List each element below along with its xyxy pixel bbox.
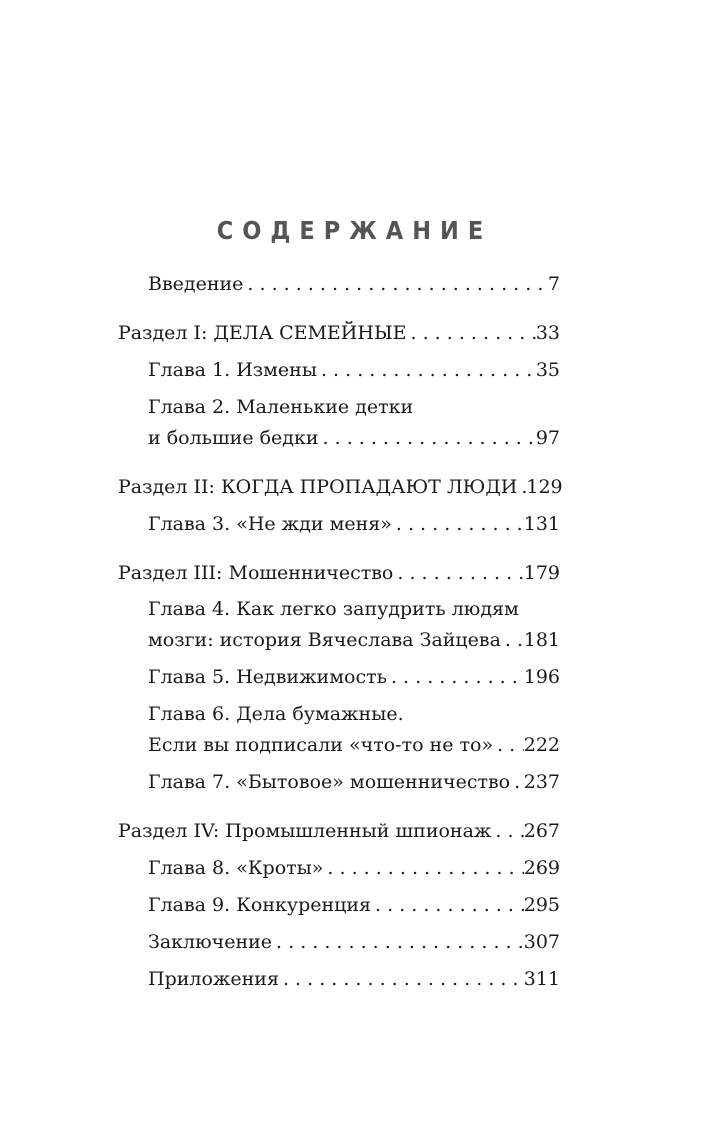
toc-section[interactable] (118, 558, 560, 589)
toc-chapter[interactable] (148, 662, 560, 693)
toc-chapter-page: 97 (535, 427, 560, 449)
toc-entry[interactable] (148, 964, 560, 995)
toc-chapter-page: 222 (523, 734, 560, 756)
toc-chapter[interactable] (148, 423, 560, 454)
dot-leader (317, 355, 536, 386)
dot-leader (272, 927, 524, 958)
dot-leader (371, 890, 524, 921)
toc-chapter-label-line1[interactable]: Глава 4. Как легко запудрить людям (148, 598, 519, 620)
toc-chapter-page: 131 (523, 513, 560, 535)
toc-chapter[interactable] (148, 853, 560, 884)
toc-section-label: Раздел IV: Промышленный шпионаж (118, 820, 492, 842)
toc-chapter-label-line1[interactable]: Глава 2. Маленькие детки (148, 396, 414, 418)
dot-leader (501, 625, 524, 656)
toc-chapter-page: 196 (523, 666, 560, 688)
toc-entry-label: Введение (148, 273, 244, 295)
page-title: СОДЕРЖАНИЕ (216, 216, 493, 245)
toc-section-page: 179 (523, 562, 560, 584)
toc-chapter-label: мозги: история Вячеслава Зайцева (148, 629, 501, 651)
dot-leader (510, 767, 524, 798)
toc-chapter[interactable] (148, 890, 560, 921)
toc-entry[interactable] (148, 269, 560, 300)
toc-section[interactable] (118, 472, 563, 503)
toc-section-label: Раздел II: КОГДА ПРОПАДАЮТ ЛЮДИ (118, 476, 518, 498)
toc-chapter-page: 35 (535, 359, 560, 381)
toc-section-label: Раздел I: ДЕЛА СЕМЕЙНЫЕ (118, 322, 407, 344)
toc-entry-page: 307 (523, 931, 560, 953)
dot-leader (392, 509, 524, 540)
dot-leader (491, 816, 523, 847)
dot-leader (493, 730, 524, 761)
toc-chapter-label: Глава 5. Недвижимость (148, 666, 387, 688)
dot-leader (517, 472, 526, 503)
toc-chapter[interactable] (148, 625, 560, 656)
toc-chapter-label: Глава 1. Измены (148, 359, 317, 381)
toc-chapter-page: 237 (523, 771, 560, 793)
toc-entry-page: 7 (547, 273, 560, 295)
toc-chapter-label: Если вы подписали «что-то не то» (148, 734, 494, 756)
dot-leader (279, 964, 524, 995)
toc-chapter[interactable] (148, 730, 560, 761)
toc-section-page: 267 (523, 820, 560, 842)
dot-leader (387, 662, 524, 693)
dot-leader (393, 558, 523, 589)
toc-chapter-label: Глава 7. «Бытовое» мошенничество (148, 771, 511, 793)
toc-chapter-page: 269 (523, 857, 560, 879)
toc-chapter[interactable] (148, 767, 560, 798)
toc-chapter[interactable] (148, 509, 560, 540)
toc-section[interactable] (118, 816, 560, 847)
toc-chapter-page: 295 (523, 894, 560, 916)
toc-entry-label: Приложения (148, 968, 279, 990)
toc-section-page: 33 (535, 322, 560, 344)
toc-chapter-label: Глава 8. «Кроты» (148, 857, 324, 879)
toc-chapter-label: Глава 3. «Не жди меня» (148, 513, 392, 535)
dot-leader (319, 423, 536, 454)
dot-leader (243, 269, 547, 300)
toc-chapter-label: Глава 9. Конкуренция (148, 894, 372, 916)
toc-chapter-page: 181 (523, 629, 560, 651)
toc-chapter-label-line1[interactable]: Глава 6. Дела бумажные. (148, 703, 404, 725)
toc-entry[interactable] (148, 927, 560, 958)
dot-leader (323, 853, 523, 884)
toc-entry-label: Заключение (148, 931, 273, 953)
dot-leader (407, 318, 536, 349)
toc-entry-page: 311 (523, 968, 560, 990)
toc-chapter-label: и большие бедки (148, 427, 319, 449)
toc-chapter[interactable] (148, 355, 560, 386)
toc-section[interactable] (118, 318, 560, 349)
toc-section-label: Раздел III: Мошенничество (118, 562, 394, 584)
toc-section-page: 129 (526, 476, 563, 498)
